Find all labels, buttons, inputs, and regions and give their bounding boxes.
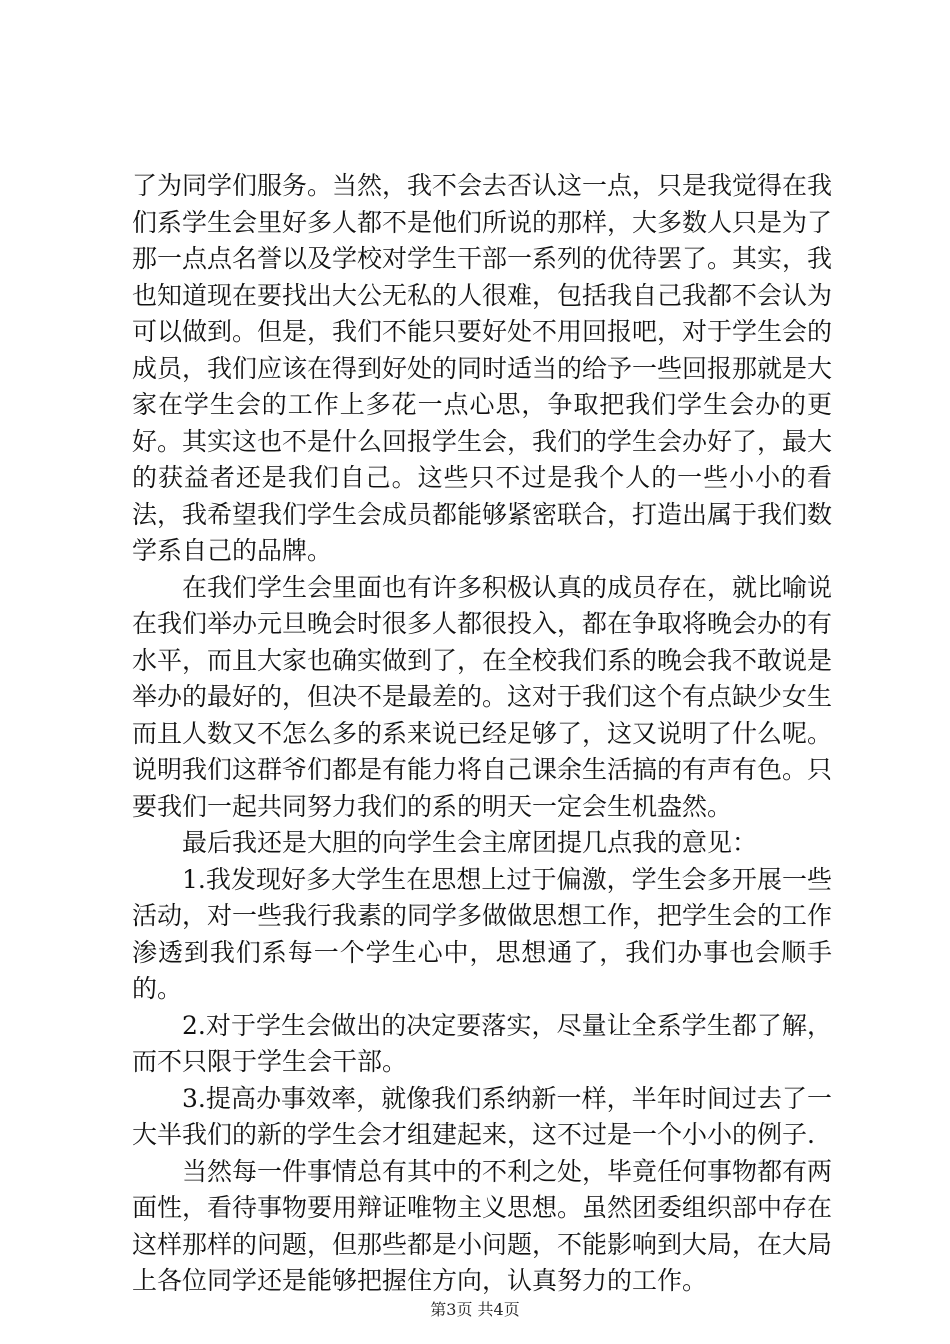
paragraph-continuation: 了为同学们服务。当然，我不会去否认这一点，只是我觉得在我们系学生会里好多人都不是他们所说的那样，大多数人只是为了那一点点名誉以及学校对学生干部一系列的优待罢了。其实，我也知道现在要找出大公无私的人很难，包括我自己我都不会认为可以做到。但是，我们不能只要好处不用回报吧，对于学生会的成员，我们应该在得到好处的同时适当的给予一些回报那就是大家在学生会的工作上多花一点心思，争取把我们学生会办的更好。其实这也不是什么回报学生会，我们的学生会办好了，最大的获益者还是我们自己。这些只不过是我个人的一些小小的看法，我希望我们学生会成员都能够紧密联合，打造出属于我们数学系自己的品牌。 [132,171,833,565]
paragraph-active-members: 在我们学生会里面也有许多积极认真的成员存在，就比喻说在我们举办元旦晚会时很多人都很投入，都在争取将晚会办的有水平，而且大家也确实做到了，在全校我们系的晚会我不敢说是举办的最好的，但决不是最差的。这对于我们这个有点缺少女生而且人数又不怎么多的系来说已经足够了，这又说明了什么呢。说明我们这群爷们都是有能力将自己课余生活搞的有声有色。只要我们一起共同努力我们的系的明天一定会生机盎然。 [132,572,833,821]
suggestion-item-2: 2.对于学生会做出的决定要落实，尽量让全系学生都了解，而不只限于学生会干部。 [132,1010,832,1076]
paragraph-conclusion: 当然每一件事情总有其中的不利之处，毕竟任何事物都有两面性，看待事物要用辩证唯物主义思想。虽然团委组织部中存在这样那样的问题，但那些都是小问题，不能影响到大局，在大局上各位同学还是能够把握住方向，认真努力的工作。 [132,1156,833,1295]
suggestion-item-3: 3.提高办事效率，就像我们系纳新一样，半年时间过去了一大半我们的新的学生会才组建起来，这不过是一个小小的例子. [132,1083,832,1149]
paragraph-suggestions-intro: 最后我还是大胆的向学生会主席团提几点我的意见： [182,828,758,857]
document-body [132,168,832,1300]
page-number-footer: 第3页 共4页 [430,1300,520,1319]
suggestion-item-1: 1.我发现好多大学生在思想上过于偏激，学生会多开展一些活动，对一些我行我素的同学多做做思想工作，把学生会的工作渗透到我们系每一个学生心中，思想通了，我们办事也会顺手的。 [132,864,833,1003]
